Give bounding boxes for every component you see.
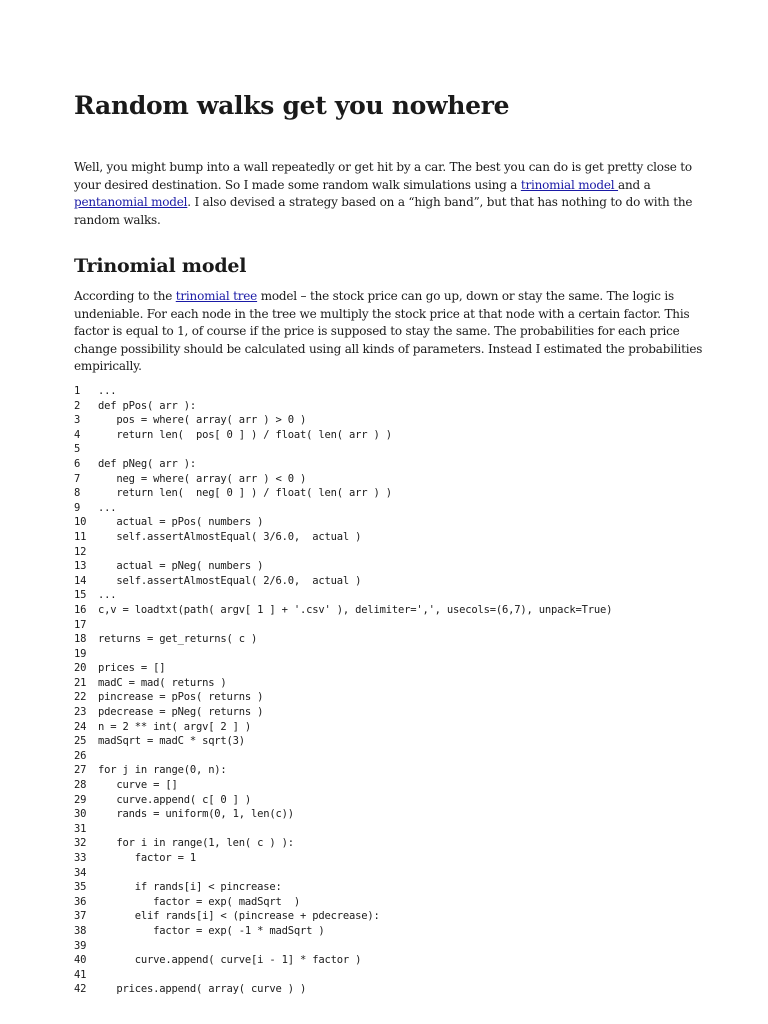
intro-text-2: and a [618, 177, 651, 192]
code-text: prices = [] [98, 662, 166, 675]
line-number: 33 [74, 852, 87, 864]
code-text: curve.append( curve[i - 1] * factor ) [98, 954, 362, 967]
code-line [74, 953, 612, 968]
line-number: 14 [74, 574, 87, 587]
code-text: elif rands[i] < (pincrease + pdecrease): [98, 910, 380, 923]
code-line [74, 588, 612, 603]
code-line [74, 690, 612, 705]
code-line [74, 880, 612, 895]
line-number: 6 [74, 457, 81, 470]
line-number: 19 [74, 647, 87, 660]
code-line [74, 661, 612, 676]
code-text: rands = uniform(0, 1, len(c)) [98, 808, 294, 821]
code-line [74, 968, 612, 983]
code-text: ... [98, 589, 117, 602]
section-text-1: According to the [74, 289, 176, 303]
code-text: factor = exp( -1 * madSqrt ) [98, 924, 325, 937]
code-text: actual = pNeg( numbers ) [98, 560, 264, 573]
code-text: curve.append( c[ 0 ] ) [98, 793, 252, 806]
line-number: 3 [74, 414, 81, 427]
line-number: 8 [74, 487, 81, 500]
line-number: 23 [74, 706, 87, 719]
code-text: if rands[i] < pincrease: [98, 881, 282, 894]
line-number: 32 [74, 837, 87, 850]
code-line [74, 501, 612, 516]
line-number: 4 [74, 428, 81, 441]
code-text: actual = pPos( numbers ) [98, 516, 264, 529]
code-text: c,v = loadtxt(path( argv[ 1 ] + '.csv' ), delimiter=',', usecols=(6,7), unpack=True) [98, 603, 613, 616]
code-line [74, 720, 612, 735]
section-text-2: model – the stock price can go up, down or stay the same. The logic is undeniable. For each node in the tree we multiply the stock price at that node with a certain factor. This factor is equal to 1, of course if the price is supposed to stay the same. The probabilities for each price change possibility should be calculated using all kinds of parameters. Instead I estimated the probabilities empirically. [74, 289, 703, 374]
trinomial-tree-link[interactable]: trinomial tree [175, 289, 258, 303]
code-text: pincrease = pPos( returns ) [98, 691, 264, 704]
code-line [74, 486, 612, 501]
code-line [74, 778, 612, 793]
line-number: 9 [74, 501, 81, 514]
code-line [74, 749, 612, 764]
code-text: curve = [] [98, 779, 178, 792]
line-number: 5 [74, 443, 81, 456]
code-line [74, 472, 612, 487]
code-line [74, 836, 612, 851]
code-line [74, 705, 612, 720]
code-line [74, 763, 612, 778]
line-number: 20 [74, 662, 87, 675]
code-text: madC = mad( returns ) [98, 676, 227, 689]
code-text: factor = exp( madSqrt ) [98, 895, 301, 908]
line-number: 2 [74, 399, 81, 412]
code-line [74, 545, 612, 560]
code-line [74, 603, 612, 618]
line-number: 13 [74, 560, 87, 573]
line-number: 12 [74, 545, 87, 558]
code-line [74, 457, 612, 472]
line-number: 7 [74, 472, 81, 485]
code-text: prices.append( array( curve ) ) [98, 983, 307, 996]
code-line [74, 807, 612, 822]
code-text: ... [98, 501, 117, 514]
line-number: 36 [74, 895, 87, 908]
line-number: 25 [74, 735, 87, 748]
code-text: factor = 1 [98, 852, 196, 864]
code-text: for j in range(0, n): [98, 764, 227, 777]
code-text: pdecrease = pNeg( returns ) [98, 706, 264, 719]
line-number: 35 [74, 881, 87, 894]
code-text: returns = get_returns( c ) [98, 633, 258, 646]
code-text: self.assertAlmostEqual( 2/6.0, actual ) [98, 574, 362, 587]
code-line [74, 515, 612, 530]
line-number: 30 [74, 808, 87, 821]
code-line [74, 982, 612, 997]
section-paragraph [74, 288, 714, 376]
code-text: ... [98, 385, 117, 397]
line-number: 41 [74, 968, 87, 981]
code-text: self.assertAlmostEqual( 3/6.0, actual ) [98, 530, 362, 543]
code-text: return len( pos[ 0 ] ) / float( len( arr ) ) [98, 428, 392, 441]
line-number: 16 [74, 603, 87, 616]
code-line [74, 428, 612, 443]
section-heading: Trinomial model [74, 255, 247, 277]
intro-text-1: Well, you might bump into a wall repeatedly or get hit by a car. The best you can do is get pretty close to your desired destination. So I made some random walk simulations using a [74, 160, 692, 192]
line-number: 18 [74, 633, 87, 646]
code-text: def pNeg( arr ): [98, 457, 196, 470]
line-number: 42 [74, 983, 87, 996]
code-line [74, 924, 612, 939]
code-line [74, 559, 612, 574]
line-number: 1 [74, 385, 81, 397]
code-text: return len( neg[ 0 ] ) / float( len( arr ) ) [98, 487, 392, 500]
code-line [74, 632, 612, 647]
line-number: 31 [74, 822, 87, 835]
code-text: neg = where( array( arr ) < 0 ) [98, 472, 307, 485]
line-number: 17 [74, 618, 87, 631]
code-text: def pPos( arr ): [98, 399, 196, 412]
code-line [74, 851, 612, 866]
code-line [74, 442, 612, 457]
line-number: 27 [74, 764, 87, 777]
line-number: 37 [74, 910, 87, 923]
line-number: 29 [74, 793, 87, 806]
line-number: 24 [74, 720, 87, 733]
line-number: 28 [74, 779, 87, 792]
line-number: 26 [74, 749, 87, 762]
line-number: 22 [74, 691, 87, 704]
code-text: pos = where( array( arr ) > 0 ) [98, 414, 307, 427]
code-line [74, 895, 612, 910]
pentanomial-model-link[interactable]: pentanomial model [74, 195, 188, 210]
intro-text-3: . I also devised a strategy based on a “high band”, but that has nothing to do with the random walks. [74, 195, 693, 227]
code-line [74, 734, 612, 749]
line-number: 21 [74, 676, 87, 689]
code-line [74, 676, 612, 691]
code-line [74, 574, 612, 589]
trinomial-model-link[interactable]: trinomial model [520, 177, 619, 192]
line-number: 38 [74, 924, 87, 937]
code-line [74, 909, 612, 924]
code-text: for i in range(1, len( c ) ): [98, 837, 294, 850]
code-line [74, 413, 612, 428]
code-line [74, 399, 612, 414]
page-title: Random walks get you nowhere [74, 91, 510, 120]
code-line [74, 647, 612, 662]
code-line [74, 384, 612, 399]
code-line [74, 530, 612, 545]
code-text: n = 2 ** int( argv[ 2 ] ) [98, 720, 252, 733]
code-text: madSqrt = madC * sqrt(3) [98, 735, 245, 748]
line-number: 15 [74, 589, 87, 602]
code-line [74, 939, 612, 954]
code-line [74, 618, 612, 633]
code-block [74, 384, 612, 997]
intro-paragraph [74, 159, 714, 229]
line-number: 10 [74, 516, 87, 529]
code-line [74, 793, 612, 808]
code-line [74, 866, 612, 881]
line-number: 11 [74, 530, 87, 543]
line-number: 39 [74, 939, 87, 952]
line-number: 34 [74, 866, 87, 879]
code-line [74, 822, 612, 837]
line-number: 40 [74, 954, 87, 967]
